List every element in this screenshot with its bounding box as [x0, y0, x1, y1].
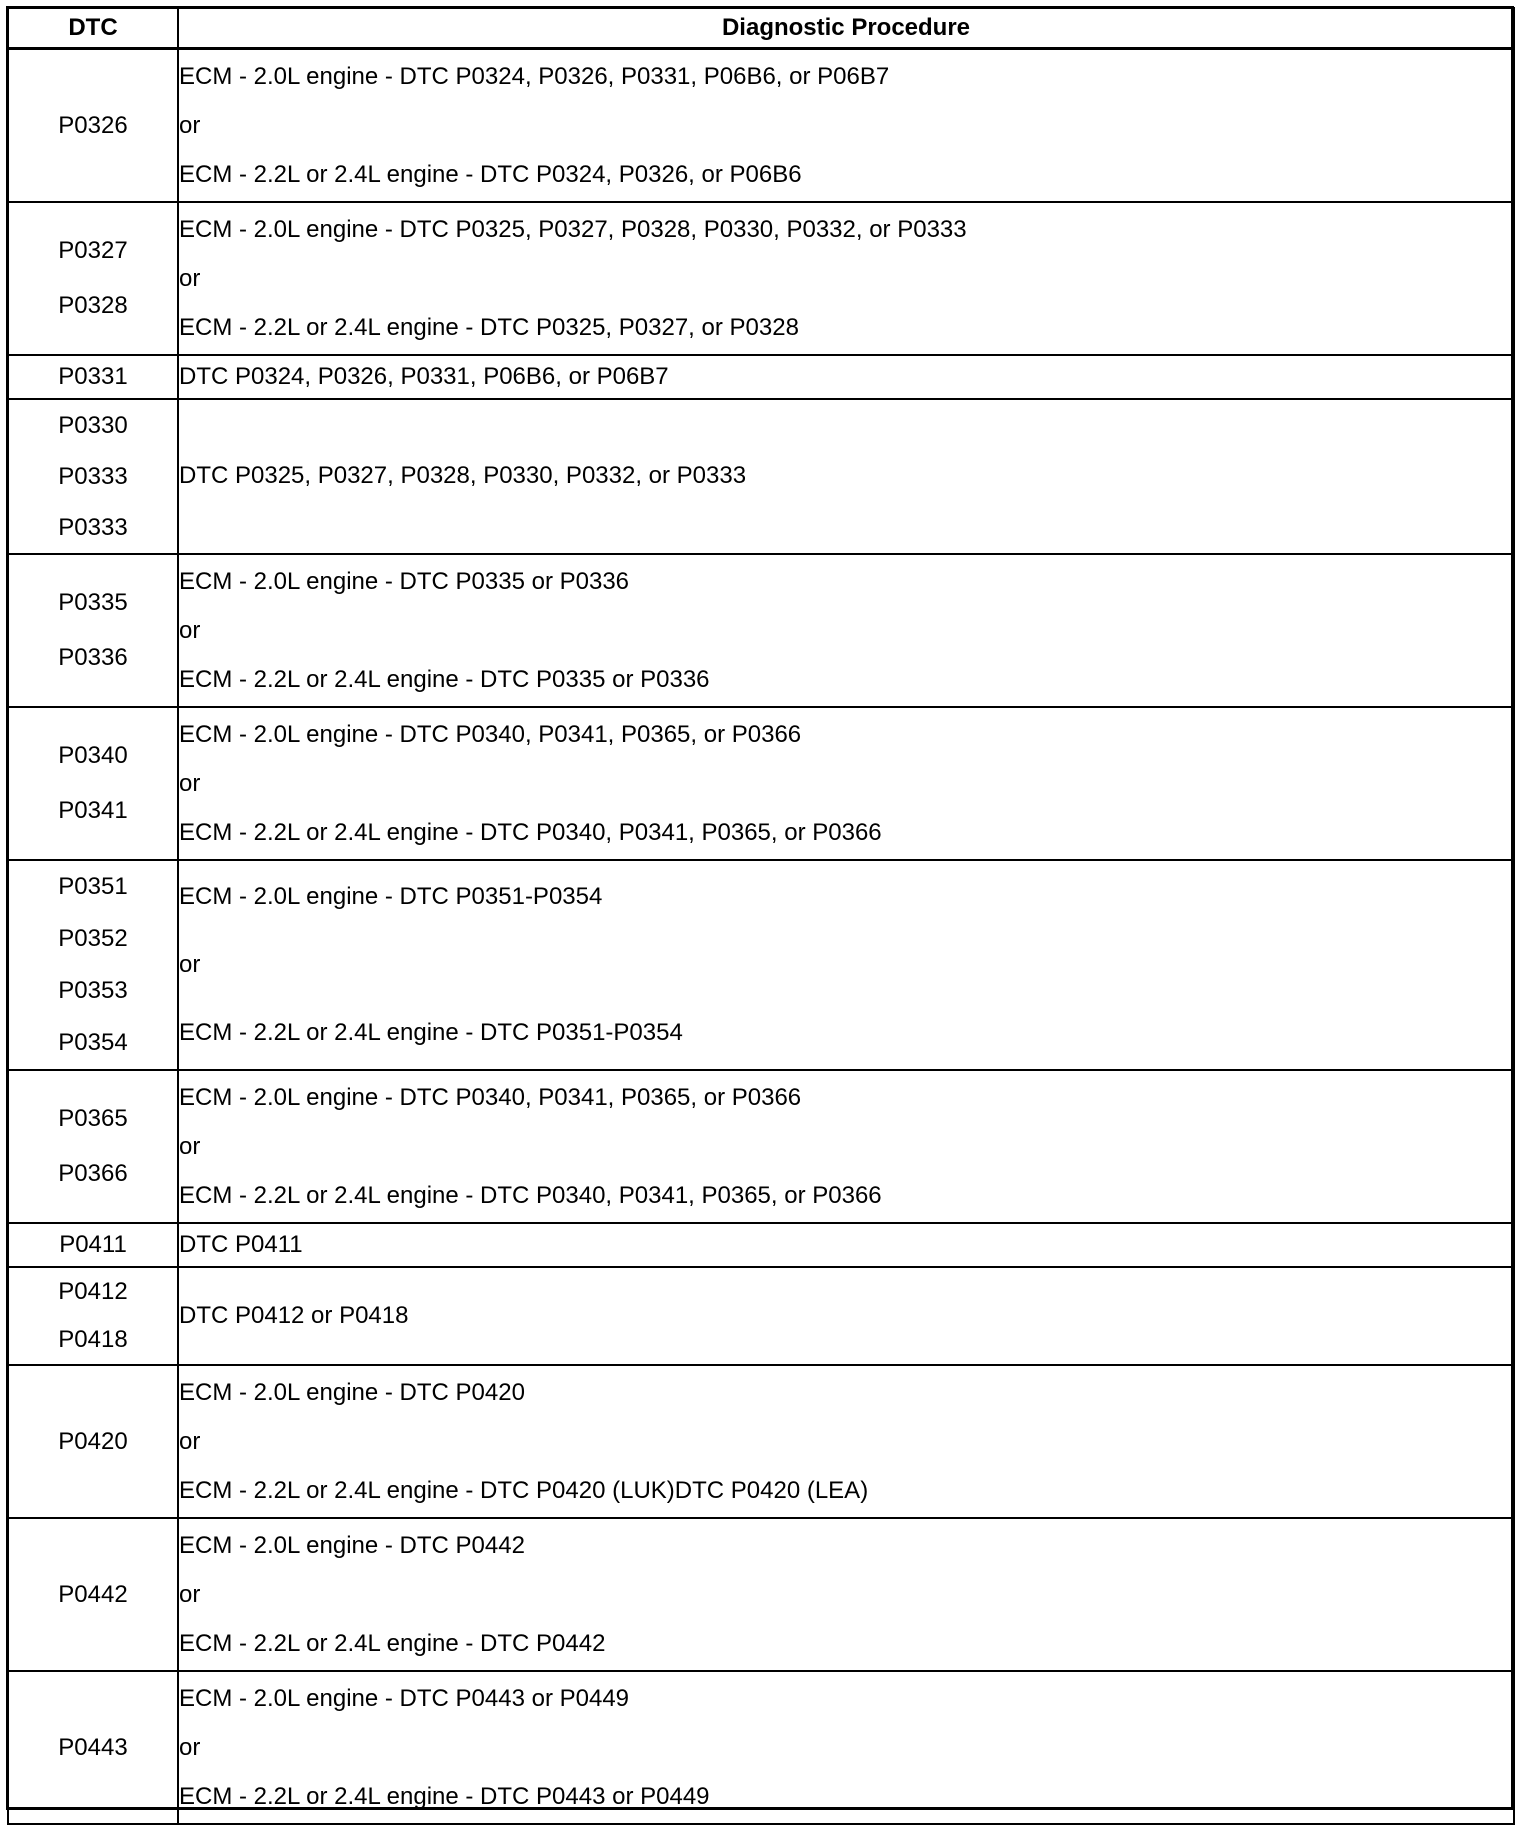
dtc-code: P0412: [58, 1277, 128, 1305]
dtc-code: P0336: [58, 644, 128, 671]
dtc-code: P0333: [58, 462, 128, 490]
procedure-line: DTC P0412 or P0418: [179, 1301, 409, 1329]
table-row: [8, 1070, 1514, 1223]
procedure-line: ECM - 2.0L engine - DTC P0325, P0327, P0328, P0330, P0332, or P0333: [179, 215, 967, 243]
procedure-or: or: [179, 616, 201, 644]
procedure-line: ECM - 2.0L engine - DTC P0442: [179, 1531, 525, 1559]
diagnostic-procedure-cell: [178, 399, 1514, 554]
dtc-code: P0331: [58, 362, 128, 390]
dtc-codes-cell: [8, 355, 178, 399]
diagnostic-procedure-cell: [178, 202, 1514, 355]
dtc-code: P0354: [58, 1028, 128, 1056]
table-body: [8, 49, 1514, 1824]
dtc-code: P0420: [58, 1427, 128, 1455]
procedure-or: or: [179, 1427, 201, 1455]
procedure-or: or: [179, 1733, 201, 1761]
table-row: [8, 1518, 1514, 1671]
procedure-or: or: [179, 1132, 201, 1160]
diagnostic-procedure-cell: [178, 355, 1514, 399]
procedure-or: or: [179, 769, 201, 797]
diagnostic-procedure-cell: [178, 554, 1514, 707]
dtc-code: P0330: [58, 411, 128, 439]
dtc-codes-cell: [8, 1365, 178, 1518]
dtc-codes-cell: [8, 1671, 178, 1824]
procedure-line: ECM - 2.2L or 2.4L engine - DTC P0335 or P0336: [179, 665, 710, 693]
dtc-codes-cell: [8, 1518, 178, 1671]
dtc-procedure-table: [7, 7, 1515, 1825]
dtc-code: P0411: [59, 1230, 127, 1258]
diagnostic-procedure-cell: [178, 1223, 1514, 1267]
procedure-or: or: [179, 111, 201, 139]
dtc-codes-cell: [8, 49, 178, 202]
procedure-or: or: [179, 1580, 201, 1608]
procedure-line: ECM - 2.0L engine - DTC P0340, P0341, P0365, or P0366: [179, 1083, 802, 1111]
diagnostic-procedure-cell: [178, 49, 1514, 202]
dtc-code: P0442: [58, 1580, 128, 1608]
dtc-codes-cell: [8, 1267, 178, 1365]
procedure-line: ECM - 2.2L or 2.4L engine - DTC P0443 or P0449: [179, 1782, 710, 1810]
procedure-line: ECM - 2.0L engine - DTC P0340, P0341, P0365, or P0366: [179, 720, 802, 748]
procedure-line: ECM - 2.2L or 2.4L engine - DTC P0324, P0326, or P06B6: [179, 160, 802, 188]
header-diagnostic-procedure: Diagnostic Procedure: [178, 8, 1514, 49]
procedure-line: ECM - 2.2L or 2.4L engine - DTC P0340, P0341, P0365, or P0366: [179, 1181, 882, 1209]
dtc-codes-cell: [8, 1223, 178, 1267]
table-row: [8, 49, 1514, 202]
dtc-code: P0418: [58, 1325, 128, 1353]
dtc-code: P0328: [58, 292, 128, 319]
dtc-code: P0340: [58, 742, 128, 769]
procedure-or: or: [179, 950, 201, 978]
diagnostic-procedure-cell: [178, 860, 1514, 1070]
table-header-row: [8, 8, 1514, 49]
table-row: [8, 355, 1514, 399]
procedure-line: ECM - 2.2L or 2.4L engine - DTC P0442: [179, 1629, 606, 1657]
procedure-line: DTC P0411: [179, 1230, 303, 1258]
procedure-line: ECM - 2.2L or 2.4L engine - DTC P0325, P0327, or P0328: [179, 313, 799, 341]
table-row: [8, 554, 1514, 707]
table-row: [8, 1223, 1514, 1267]
table-row: [8, 1267, 1514, 1365]
procedure-line: DTC P0324, P0326, P0331, P06B6, or P06B7: [179, 362, 669, 390]
procedure-line: ECM - 2.0L engine - DTC P0420: [179, 1378, 525, 1406]
procedure-line: ECM - 2.0L engine - DTC P0335 or P0336: [179, 567, 630, 595]
procedure-or: or: [179, 264, 201, 292]
dtc-codes-cell: [8, 202, 178, 355]
dtc-code: P0335: [58, 589, 128, 616]
table-row: [8, 860, 1514, 1070]
diagnostic-procedure-cell: [178, 1070, 1514, 1223]
procedure-line: ECM - 2.0L engine - DTC P0443 or P0449: [179, 1684, 630, 1712]
table-row: [8, 202, 1514, 355]
diagnostic-procedure-cell: [178, 1365, 1514, 1518]
dtc-codes-cell: [8, 399, 178, 554]
dtc-code: P0366: [58, 1160, 128, 1187]
diagnostic-procedure-cell: [178, 1267, 1514, 1365]
dtc-codes-cell: [8, 554, 178, 707]
table-row: [8, 1365, 1514, 1518]
procedure-line: ECM - 2.2L or 2.4L engine - DTC P0351-P0354: [179, 1018, 683, 1046]
dtc-code: P0327: [58, 237, 128, 264]
dtc-code: P0352: [58, 924, 128, 952]
dtc-codes-cell: [8, 707, 178, 860]
dtc-code: P0341: [58, 797, 128, 824]
header-dtc: DTC: [8, 8, 178, 49]
dtc-code: P0351: [58, 872, 128, 900]
dtc-code: P0326: [58, 111, 128, 139]
table-row: [8, 1671, 1514, 1824]
procedure-line: ECM - 2.2L or 2.4L engine - DTC P0420 (LUK)DTC P0420 (LEA): [179, 1476, 869, 1504]
procedure-line: ECM - 2.0L engine - DTC P0351-P0354: [179, 882, 603, 910]
procedure-line: ECM - 2.2L or 2.4L engine - DTC P0340, P0341, P0365, or P0366: [179, 818, 882, 846]
dtc-code: P0353: [58, 976, 128, 1004]
table-row: [8, 399, 1514, 554]
diagnostic-procedure-cell: [178, 707, 1514, 860]
diagnostic-procedure-cell: [178, 1671, 1514, 1824]
procedure-line: ECM - 2.0L engine - DTC P0324, P0326, P0331, P06B6, or P06B7: [179, 62, 890, 90]
dtc-codes-cell: [8, 860, 178, 1070]
dtc-code: P0443: [58, 1733, 128, 1761]
dtc-code: P0333: [58, 513, 128, 541]
dtc-codes-cell: [8, 1070, 178, 1223]
table-row: [8, 707, 1514, 860]
procedure-line: DTC P0325, P0327, P0328, P0330, P0332, or P0333: [179, 462, 747, 489]
diagnostic-procedure-cell: [178, 1518, 1514, 1671]
dtc-code: P0365: [58, 1105, 128, 1132]
